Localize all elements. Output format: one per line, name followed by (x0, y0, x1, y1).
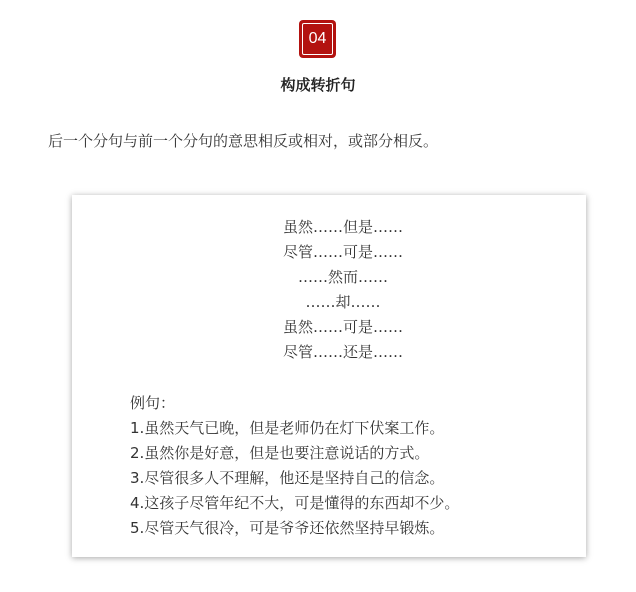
example-item: 1.虽然天气已晚，但是老师仍在灯下伏案工作。 (130, 419, 445, 437)
example-list (130, 391, 459, 541)
pattern-item: ……却…… (305, 293, 381, 311)
pattern-list (72, 215, 614, 365)
pattern-item: 尽管……还是…… (282, 343, 403, 361)
section-number-badge (299, 20, 336, 58)
pattern-item: 虽然……但是…… (282, 218, 403, 236)
section-heading: 构成转折句 (280, 76, 356, 94)
example-item: 2.虽然你是好意，但是也要注意说话的方式。 (130, 444, 430, 462)
example-item: 5.尽管天气很冷，可是爷爷还依然坚持早锻炼。 (130, 519, 445, 537)
content-card (72, 195, 586, 557)
pattern-item: ……然而…… (297, 268, 388, 286)
pattern-item: 虽然……可是…… (282, 318, 403, 336)
example-item: 3.尽管很多人不理解，他还是坚持自己的信念。 (130, 469, 445, 487)
section-intro: 后一个分句与前一个分句的意思相反或相对，或部分相反。 (48, 132, 439, 150)
pattern-item: 尽管……可是…… (282, 243, 403, 261)
example-item: 4.这孩子尽管年纪不大，可是懂得的东西却不少。 (130, 494, 460, 512)
example-label: 例句： (130, 394, 176, 412)
section-number: 04 (302, 23, 333, 55)
